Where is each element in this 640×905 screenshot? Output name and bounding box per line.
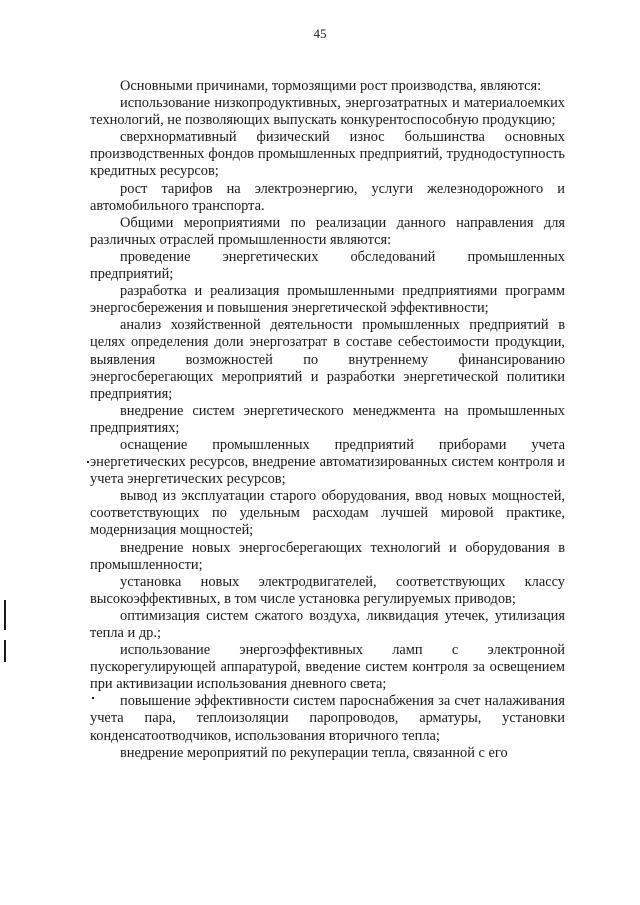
list-item: вывод из эксплуатации старого оборудования, ввод новых мощностей, соответствующих по удельным расходам лучшей мировой практике, модернизация мощностей; xyxy=(90,488,565,539)
scan-edge-mark xyxy=(4,600,6,630)
list-item: рост тарифов на электроэнергию, услуги железнодорожного и автомобильного транспорта. xyxy=(90,180,565,214)
intro-paragraph: Основными причинами, тормозящими рост производства, являются: xyxy=(120,78,542,94)
scan-dot xyxy=(92,697,94,699)
list-item: оптимизация систем сжатого воздуха, ликвидация утечек, утилизация тепла и др.; xyxy=(90,607,565,641)
list-item: анализ хозяйственной деятельности промышленных предприятий в целях определения доли энергозатрат в составе себестоимости продукции, выявления возможностей по внутреннему финансированию энергосберегающих мероприятий и разработки энергетической политики предприятия; xyxy=(90,317,565,402)
scan-edge-mark xyxy=(4,640,6,662)
list-item: повышение эффективности систем пароснабжения за счет налаживания учета пара, теплоизоляции паропроводов, арматуры, установки конденсатоотводчиков, использования вторичного тепла; xyxy=(90,693,565,744)
scan-dot xyxy=(87,461,89,463)
list-item: внедрение новых энергосберегающих технологий и оборудования в промышленности; xyxy=(90,539,565,573)
page-number: 45 xyxy=(313,26,327,41)
list-item: использование низкопродуктивных, энергозатратных и материалоемких технологий, не позволяющих выпускать конкурентоспособную продукцию; xyxy=(90,95,565,129)
list-item: проведение энергетических обследований промышленных предприятий; xyxy=(90,248,565,283)
body-text xyxy=(90,78,565,762)
list-item: использование энергоэффективных ламп с электронной пускорегулирующей аппаратурой, введение систем контроля за освещением при активизации использования дневного света; xyxy=(90,642,565,693)
list-item: внедрение систем энергетического менеджмента на промышленных предприятиях; xyxy=(90,402,565,436)
section-paragraph: Общими мероприятиями по реализации данного направления для различных отраслей промышленности являются: xyxy=(90,214,565,248)
list-item: установка новых электродвигателей, соответствующих классу высокоэффективных, в том числе установка регулируемых приводов; xyxy=(90,573,565,607)
list-item: внедрение мероприятий по рекуперации тепла, связанной с его xyxy=(120,744,508,761)
list-item: разработка и реализация промышленными предприятиями программ энергосбережения и повышения энергетической эффективности; xyxy=(90,283,565,317)
list-item: сверхнормативный физический износ большинства основных производственных фондов промышленных предприятий, труднодоступность кредитных ресурсов; xyxy=(90,129,565,180)
list-item: оснащение промышленных предприятий приборами учета энергетических ресурсов, внедрение автоматизированных систем контроля и учета энергетических ресурсов; xyxy=(90,436,565,488)
